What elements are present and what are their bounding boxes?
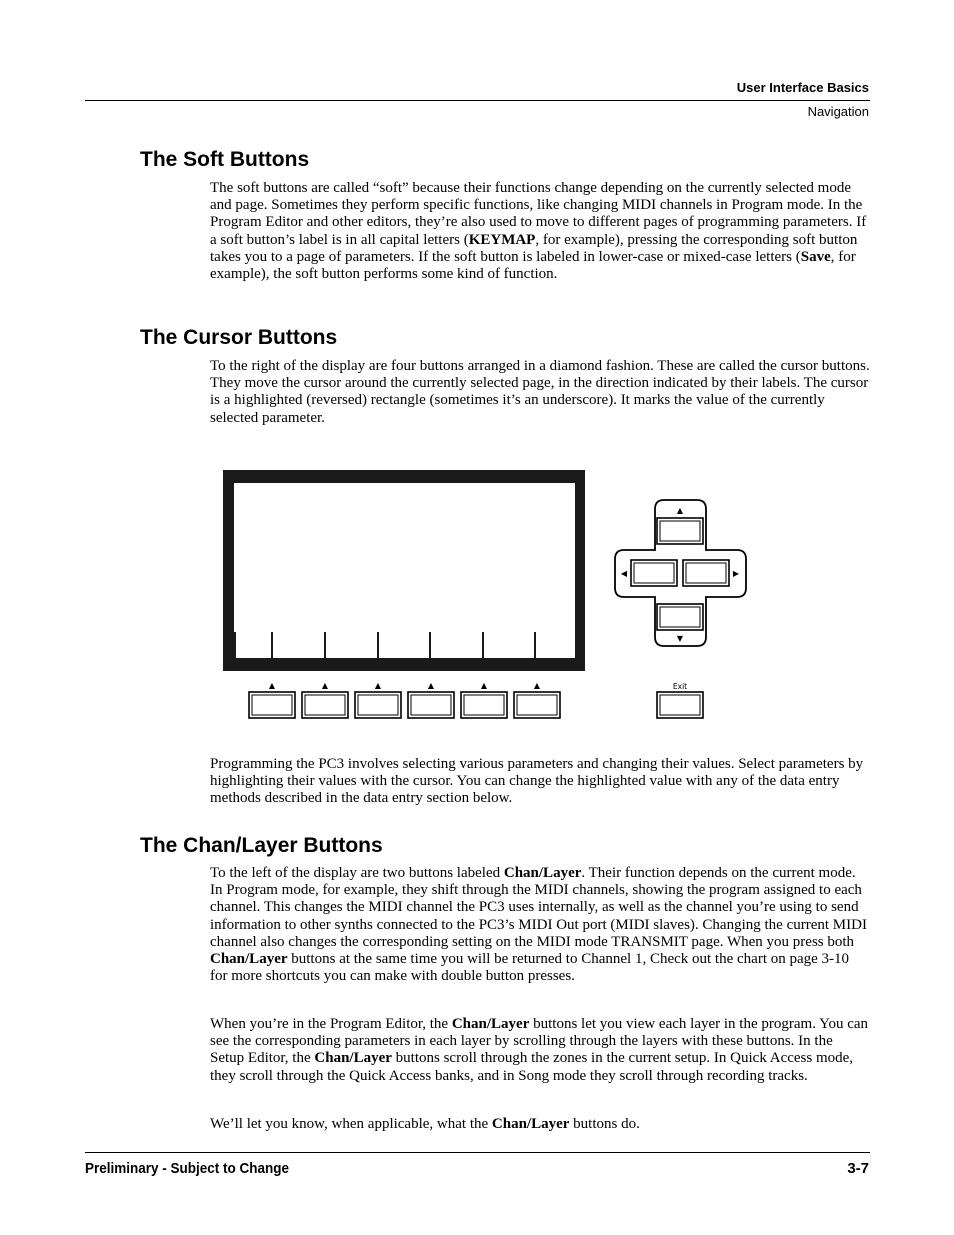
- exit-label: Exit: [672, 682, 688, 691]
- cursor-button-up: [657, 518, 703, 544]
- heading-chan-layer-buttons: The Chan/Layer Buttons: [140, 834, 383, 857]
- soft-arrow-icon: ▲: [268, 681, 276, 690]
- soft-arrow-icon: ▲: [374, 681, 382, 690]
- soft-button-2: [302, 692, 348, 718]
- footer-rule: [85, 1152, 870, 1153]
- soft-arrow-icon: ▲: [533, 681, 541, 690]
- front-panel-diagram: [200, 465, 760, 730]
- paragraph-programming: Programming the PC3 involves selecting various parameters and changing their values. Select parameters by highlighting their values with the cursor. You can change the highlighted value with any of the data entry methods described in the data entry section below.: [210, 756, 864, 807]
- running-header-subtitle: Navigation: [807, 104, 869, 119]
- cursor-button-down: [657, 604, 703, 630]
- soft-arrow-icon: ▲: [427, 681, 435, 690]
- soft-button-3: [355, 692, 401, 718]
- paragraph-chan-layer-2: When you’re in the Program Editor, the Chan/Layer buttons let you view each layer in the program. You can see the corresponding parameters in each layer by scrolling through the layers with these buttons. In the Setup Editor, the Chan/Layer buttons scroll through the zones in the current setup. In Quick Access mode, they scroll through the Quick Access banks, and in Song mode they scroll through recording tracks.: [210, 1016, 869, 1084]
- soft-button-5: [461, 692, 507, 718]
- left-arrow-icon: ◀: [620, 569, 628, 578]
- heading-cursor-buttons: The Cursor Buttons: [140, 326, 338, 349]
- paragraph-cursor-buttons: To the right of the display are four buttons arranged in a diamond fashion. These are called the cursor buttons. They move the cursor around the currently selected page, in the direction indicated by their labels. The cursor is a highlighted (reversed) rectangle (sometimes it’s an underscore). It marks the value of the currently selected parameter.: [210, 358, 870, 426]
- paragraph-chan-layer-1: To the left of the display are two buttons labeled Chan/Layer. Their function depends on the current mode. In Program mode, for example, they shift through the MIDI channels, showing the program assigned to each channel. This changes the MIDI channel the PC3 uses internally, as well as the channel you’re using to send information to other synths connected to the PC3’s MIDI Out port (MIDI slaves). Changing the current MIDI channel also changes the corresponding setting on the MIDI mode TRANSMIT page. When you press both Chan/Layer buttons at the same time you will be returned to Channel 1, Check out the chart on page 3-10 for more shortcuts you can make with double button presses.: [210, 865, 867, 985]
- paragraph-chan-layer-3: We’ll let you know, when applicable, what the Chan/Layer buttons do.: [210, 1116, 640, 1132]
- soft-buttons: [249, 692, 560, 718]
- soft-button-6: [514, 692, 560, 718]
- soft-button-1: [249, 692, 295, 718]
- cursor-button-left: [631, 560, 677, 586]
- soft-arrows: [269, 681, 541, 690]
- page-number: 3-7: [847, 1160, 869, 1177]
- down-arrow-icon: ▼: [676, 634, 684, 643]
- soft-button-4: [408, 692, 454, 718]
- running-header-title: User Interface Basics: [736, 80, 869, 95]
- display-screen: [234, 483, 575, 632]
- footer-note: Preliminary - Subject to Change: [85, 1160, 290, 1177]
- up-arrow-icon: ▲: [676, 506, 684, 515]
- exit-button: [657, 692, 703, 718]
- right-arrow-icon: ▶: [732, 569, 740, 578]
- soft-arrow-icon: ▲: [321, 681, 329, 690]
- cursor-button-right: [683, 560, 729, 586]
- heading-soft-buttons: The Soft Buttons: [140, 148, 310, 171]
- header-rule: [85, 100, 870, 101]
- soft-label-row: [236, 631, 575, 658]
- soft-arrow-icon: ▲: [480, 681, 488, 690]
- paragraph-soft-buttons: The soft buttons are called “soft” because their functions change depending on the currently selected mode and page. Sometimes they perform specific functions, like changing MIDI channels in Program mode. In the Program Editor and other editors, they’re also used to move to different pages of programming parameters. If a soft button’s label is in all capital letters (KEYMAP, for example), pressing the corresponding soft button takes you to a page of parameters. If the soft button is labeled in lower-case or mixed-case letters (Save, for example), the soft button performs some kind of function.: [210, 180, 867, 283]
